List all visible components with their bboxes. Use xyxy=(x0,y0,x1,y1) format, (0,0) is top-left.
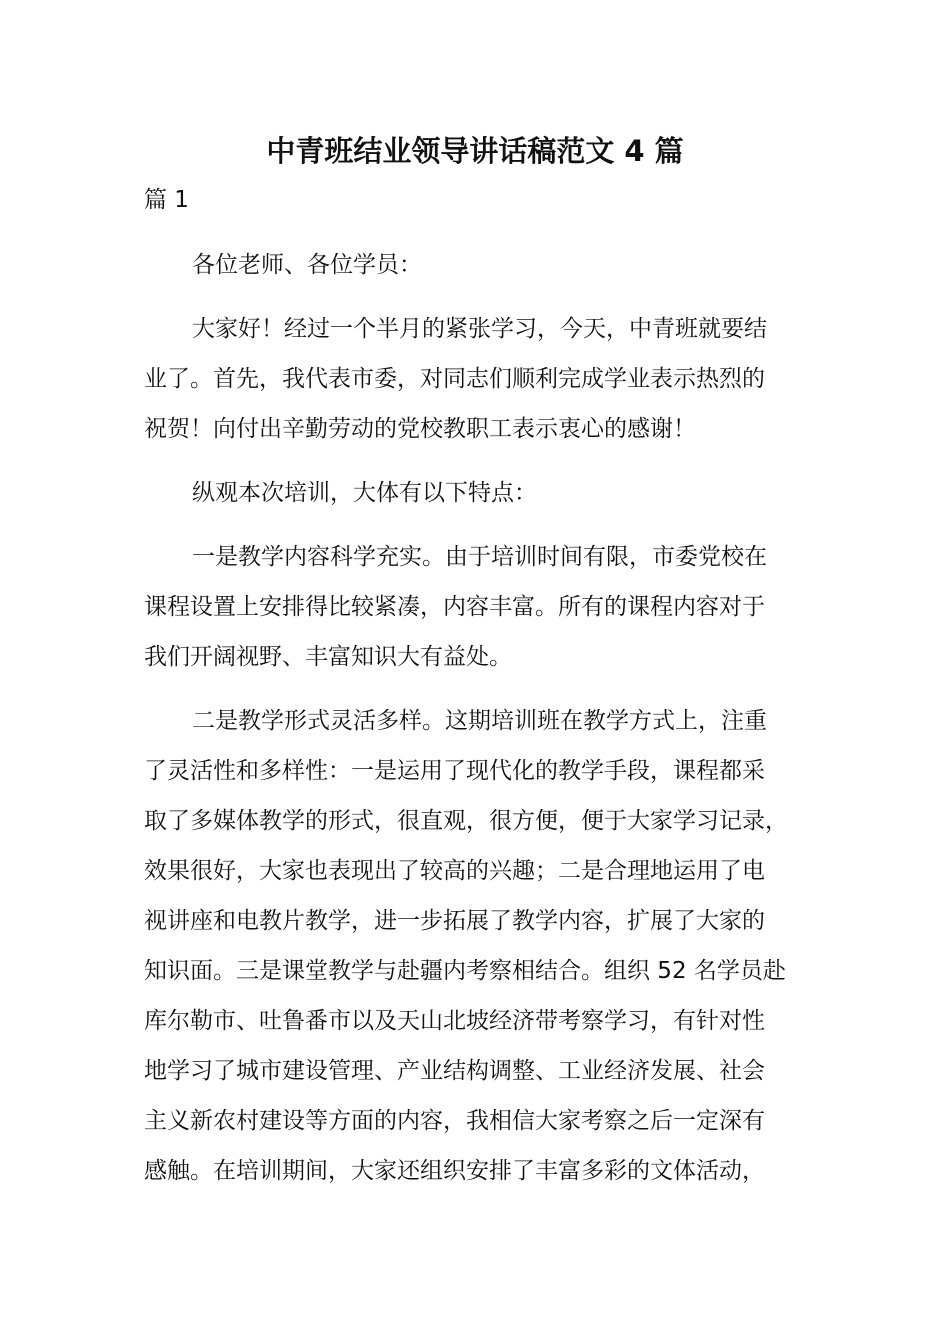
text-line: 课程设置上安排得比较紧凑，内容丰富。所有的课程内容对于 xyxy=(144,594,765,620)
document-title: 中青班结业领导讲话稿范文 4 篇 xyxy=(266,134,684,168)
paragraph-point-two xyxy=(144,696,809,1196)
text-line: 视讲座和电教片教学，进一步拓展了教学内容，扩展了大家的 xyxy=(144,908,765,934)
paragraph-greeting xyxy=(144,304,809,454)
text-line: 地学习了城市建设管理、产业结构调整、工业经济发展、社会 xyxy=(144,1058,765,1084)
text-line: 二是教学形式灵活多样。这期培训班在教学方式上，注重 xyxy=(192,708,767,734)
text-line: 主义新农村建设等方面的内容，我相信大家考察之后一定深有 xyxy=(144,1108,765,1134)
text-line: 取了多媒体教学的形式，很直观，很方便，便于大家学习记录， xyxy=(144,808,788,834)
text-line: 大家好！经过一个半月的紧张学习，今天，中青班就要结 xyxy=(192,316,767,342)
text-line: 一是教学内容科学充实。由于培训时间有限，市委党校在 xyxy=(192,544,767,570)
text-line: 祝贺！向付出辛勤劳动的党校教职工表示衷心的感谢！ xyxy=(144,416,696,442)
section-label: 篇 1 xyxy=(144,187,189,213)
text-line: 感触。在培训期间，大家还组织安排了丰富多彩的文体活动， xyxy=(144,1158,765,1184)
text-line: 了灵活性和多样性：一是运用了现代化的教学手段，课程都采 xyxy=(144,758,765,784)
text-line: 库尔勒市、吐鲁番市以及天山北坡经济带考察学习，有针对性 xyxy=(144,1008,765,1034)
paragraph-overview xyxy=(144,468,809,518)
paragraph-point-one xyxy=(144,532,809,682)
paragraph-salutation xyxy=(144,240,809,290)
text-line: 各位老师、各位学员： xyxy=(192,252,422,278)
text-line: 纵观本次培训，大体有以下特点： xyxy=(192,480,537,506)
text-line: 知识面。三是课堂教学与赴疆内考察相结合。组织 52 名学员赴 xyxy=(144,958,786,984)
text-line: 效果很好，大家也表现出了较高的兴趣；二是合理地运用了电 xyxy=(144,858,765,884)
text-line: 我们开阔视野、丰富知识大有益处。 xyxy=(144,644,512,670)
text-line: 业了。首先，我代表市委，对同志们顺利完成学业表示热烈的 xyxy=(144,366,765,392)
